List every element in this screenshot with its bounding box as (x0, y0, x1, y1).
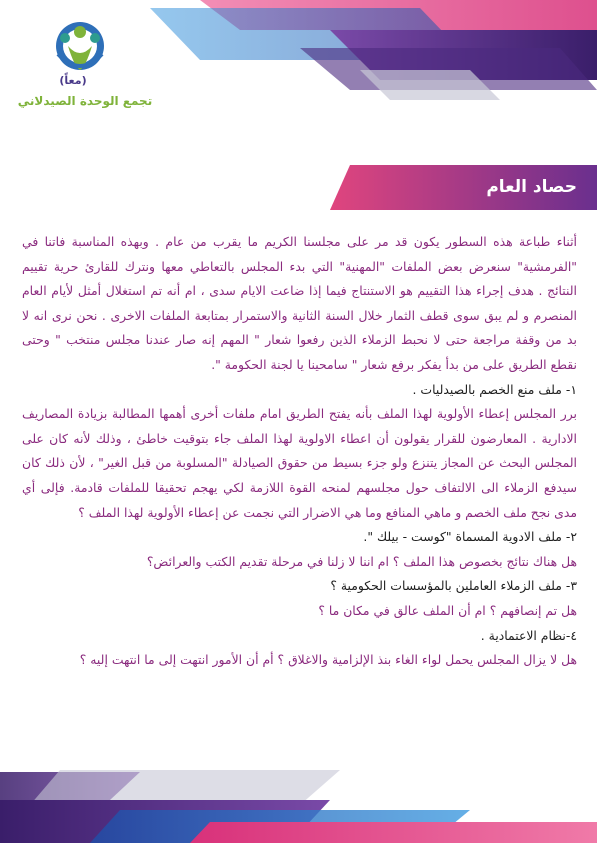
footer-banner (0, 760, 597, 843)
section-body-2: هل هناك نتائج بخصوص هذا الملف ؟ ام اننا لا زلنا في مرحلة تقديم الكتب والعرائض؟ (146, 553, 577, 569)
section-heading-1: ١- ملف منع الخصم بالصيدليات . (412, 381, 577, 397)
section-body-1: برر المجلس إعطاء الأولوية لهذا الملف بأنه يفتح الطريق امام ملفات أخرى أهمها المطالبة بزيادة المصاريف الادارية . المعارضون للقرار يقولون أن اعطاء الاولوية لهذا الملف جاء بتوقيت خاطئ ، وذلك لأنه كان على المجلس البحث عن المجاز يتنزع ولو جزء بسيط من حقوق الصيادلة "المسلوبة من قبل الغير" ، لأن ذلك كان سيدفع الزملاء الى الالتفاف حول مجلسهم لمنحه القوة اللازمة لكي يهجم تحقيقا للملفات قادمة. فإلى أي مدى نجح ملف الخصم و ماهي المنافع وما هي الاضرار التي نجمت عن إعطاء الأولوية لهذا الملف ؟ (22, 406, 577, 520)
section-heading-2: ٢- ملف الادوية المسماة "كوست - بيلك ". (363, 529, 577, 545)
intro-paragraph: أثناء طباعة هذه السطور يكون قد مر على مجلسنا الكريم ما يقرب من عام . وبهذه المناسبة فاتنا في "الفرمشية" سنعرض بعض الملفات "المهنية" التي بدء المجلس بالتعاطي معها ونترك للقارئ حرية تقييم النتائج . هدف إجراء هذا التقييم هو الاستنتاج فيما إذا ضاعت الايام سدى ، ام أنه تم استغلال أمثل لأيام العام المنصرم و لم يبق سوى قطف الثمار خلال السنة الثانية والاستمرار بمتابعة الملفات الاخرى . نحن نرى انه لا بد من وقفة مراجعة حتى لا نحبط الزملاء الذين رفعوا شعار " المهم إنه صار عندنا مجلس منتخب " وحتى نقطع الطريق على من بدأ يفكر برفع شعار " سامحينا يا لجنة الحكومة ". (22, 234, 577, 372)
org-short-name: (معاً) (59, 74, 87, 87)
section-heading-4: ٤-نظام الاعتمادية . (480, 627, 577, 643)
page-title: حصاد العام (486, 177, 577, 197)
section-heading-3: ٣- ملف الزملاء العاملين بالمؤسسات الحكومية ؟ (330, 578, 577, 594)
section-body-3: هل تم إنصافهم ؟ ام أن الملف عالق في مكان ما ؟ (318, 602, 577, 618)
section-body-4: هل لا يزال المجلس يحمل لواء الغاء بنذ الإلزامية والاغلاق ؟ أم أن الأمور انتهت إلى ما انتهت إليه ؟ (79, 652, 577, 668)
org-name: تجمع الوحدة الصيدلاني (17, 94, 153, 108)
article-body (22, 230, 577, 673)
